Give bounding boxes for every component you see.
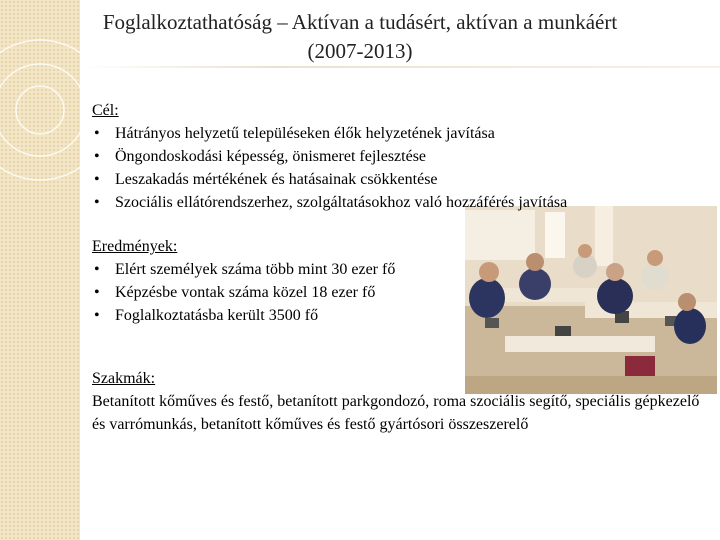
goals-list — [92, 122, 702, 214]
goals-list-item: • Hátrányos helyzetű településeken élők helyzetének javítása — [92, 122, 702, 145]
trades-section — [92, 367, 702, 436]
goals-section — [92, 99, 702, 214]
results-list-item: • Képzésbe vontak száma közel 18 ezer fő — [92, 281, 702, 304]
title-divider — [80, 66, 720, 68]
results-list — [92, 258, 702, 327]
goals-heading: Cél: — [92, 102, 119, 119]
results-section — [92, 235, 702, 327]
decorative-side-band — [0, 0, 80, 540]
slide-body — [92, 99, 702, 436]
trades-heading: Szakmák: — [92, 370, 156, 387]
goals-list-item: • Leszakadás mértékének és hatásainak csökkentése — [92, 168, 702, 191]
results-list-item: • Foglalkoztatásba került 3500 fő — [92, 304, 702, 327]
trades-text: Betanított kőműves és festő, betanított parkgondozó, roma szociális segítő, speciális gépkezelő és varrómunkás, betanított kőműves és festő gyártósori összeszerelő — [92, 393, 700, 433]
results-list-item: • Elért személyek száma több mint 30 ezer fő — [92, 258, 702, 281]
slide-title-line1: Foglalkoztathatóság – Aktívan a tudásért, aktívan a munkáért — [102, 10, 618, 34]
decorative-circles-icon — [0, 0, 80, 540]
goals-list-item: • Öngondoskodási képesség, önismeret fejlesztése — [92, 145, 702, 168]
goals-list-item: • Szociális ellátórendszerhez, szolgáltatásokhoz való hozzáférés javítása — [92, 191, 702, 214]
results-heading: Eredmények: — [92, 238, 178, 255]
slide-title — [20, 8, 700, 66]
slide-title-line2: (2007-2013) — [307, 39, 413, 63]
